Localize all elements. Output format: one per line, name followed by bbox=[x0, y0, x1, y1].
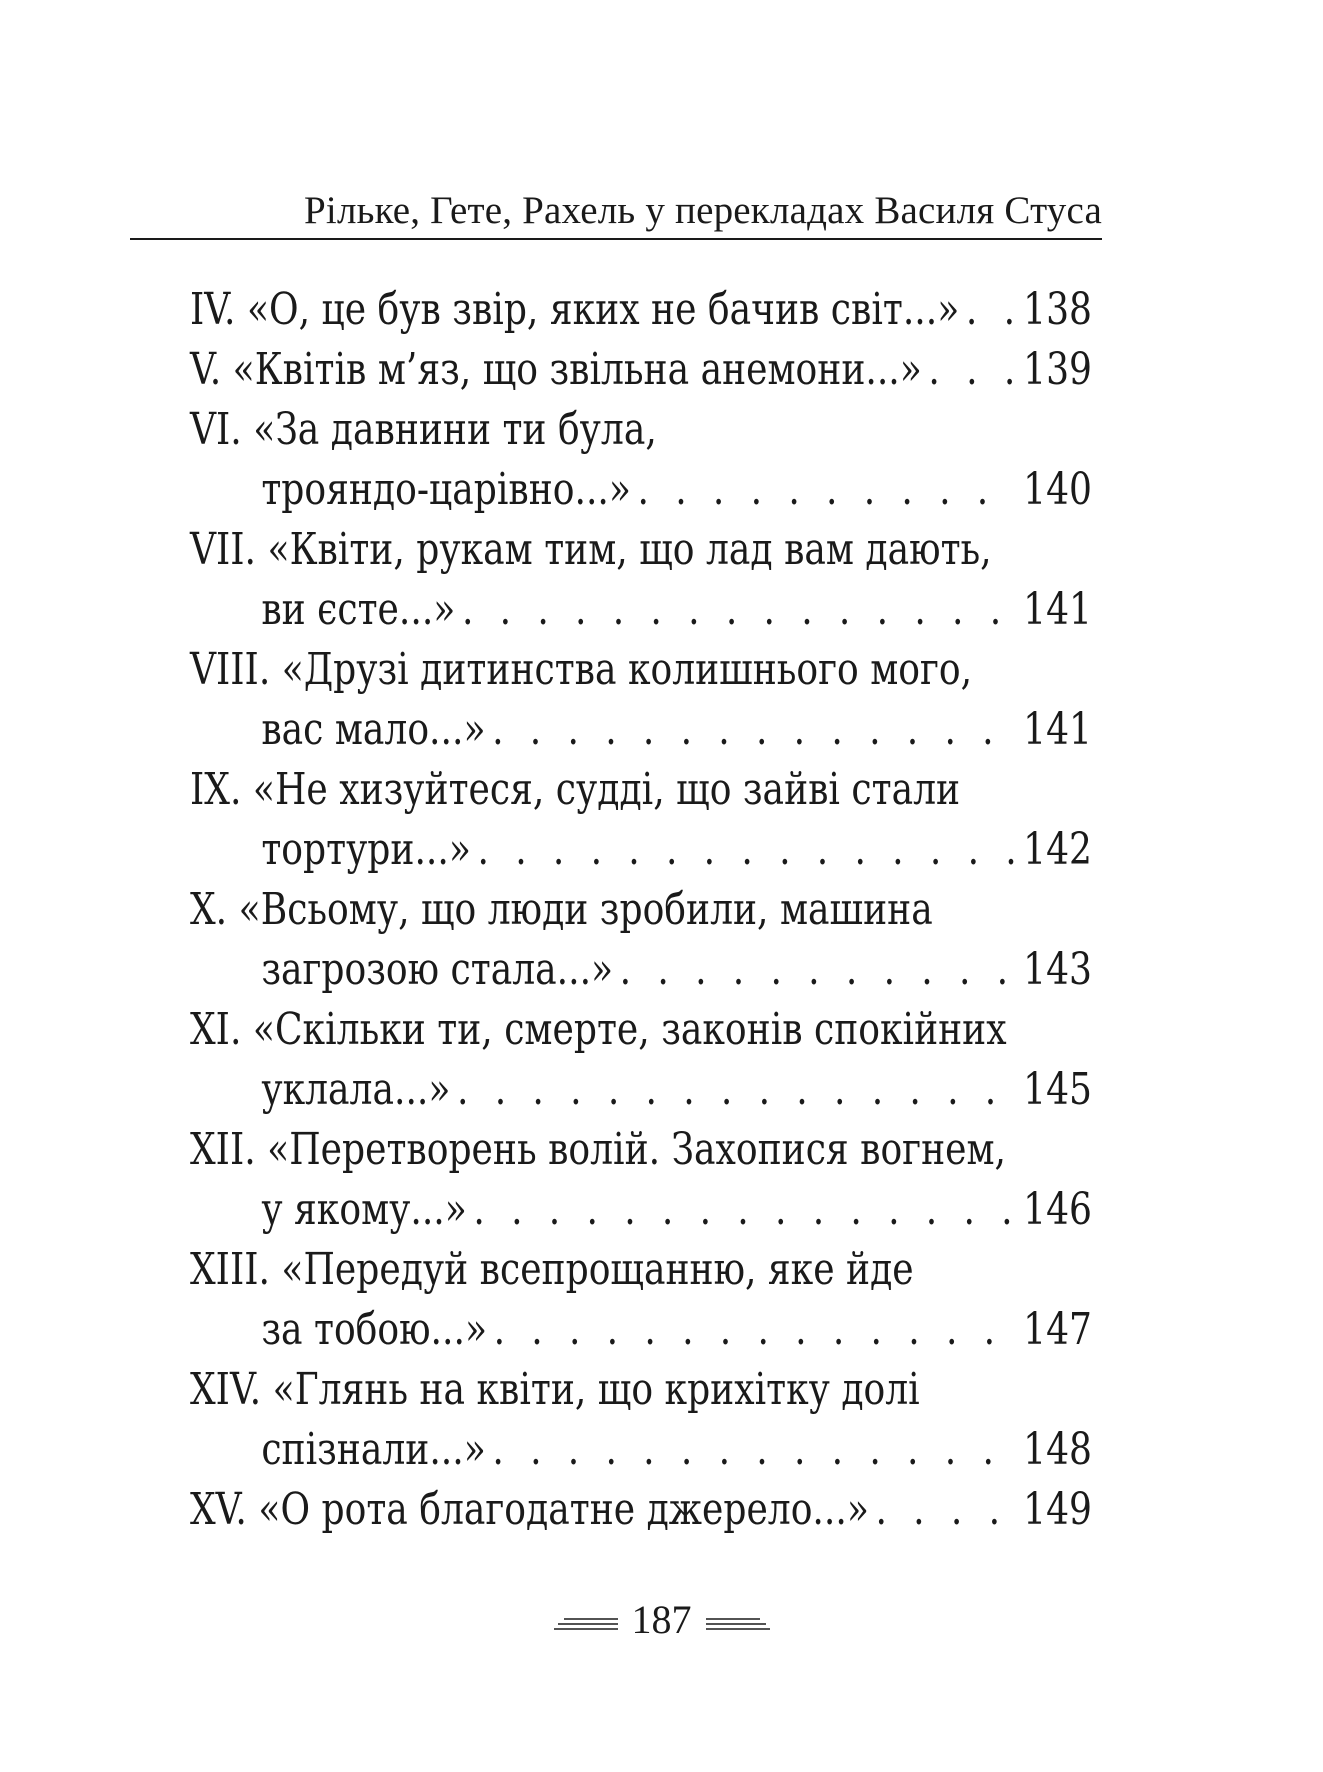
toc-page-number: 145 bbox=[1023, 1064, 1092, 1115]
toc-entry-title: XII. «Перетворень волій. Захопися вогнем, bbox=[190, 1124, 1007, 1175]
toc-entry bbox=[190, 1120, 1092, 1240]
toc-line bbox=[190, 1420, 1092, 1480]
toc-line bbox=[190, 760, 1092, 820]
toc-entry bbox=[190, 1360, 1092, 1480]
toc-entry-title: VIII. «Друзі дитинства колишнього мого, bbox=[190, 644, 973, 695]
toc-page-number: 142 bbox=[1023, 824, 1092, 875]
toc-line bbox=[190, 640, 1092, 700]
toc-page-number: 139 bbox=[1023, 344, 1092, 395]
ornament-right-icon bbox=[706, 1617, 770, 1631]
dot-leader bbox=[638, 460, 1015, 520]
ornament-left-icon bbox=[554, 1617, 618, 1631]
toc-page-number: 146 bbox=[1023, 1184, 1092, 1235]
toc-page-number: 141 bbox=[1023, 704, 1092, 755]
toc-line bbox=[190, 880, 1092, 940]
toc-entry-title: спізнали...» bbox=[261, 1424, 486, 1475]
toc-line bbox=[190, 940, 1092, 1000]
toc-entry-title: тортури...» bbox=[261, 824, 471, 875]
toc-entry-title: XI. «Скільки ти, смерте, законів спокійних bbox=[190, 1004, 1007, 1055]
toc-line bbox=[190, 1480, 1092, 1540]
toc-entry bbox=[190, 1000, 1092, 1120]
dot-leader bbox=[492, 1420, 1015, 1480]
toc-line bbox=[190, 820, 1092, 880]
table-of-contents bbox=[190, 280, 1092, 1540]
toc-line bbox=[190, 520, 1092, 580]
toc-entry-title: X. «Всьому, що люди зробили, машина bbox=[190, 884, 933, 935]
toc-entry bbox=[190, 340, 1092, 400]
toc-entry-title: трояндо-царівно...» bbox=[261, 464, 631, 515]
toc-page-number: 143 bbox=[1023, 944, 1092, 995]
toc-entry bbox=[190, 760, 1092, 880]
dot-leader bbox=[966, 280, 1015, 340]
dot-leader bbox=[492, 700, 1015, 760]
toc-entry-title: XV. «О рота благодатне джерело...» bbox=[190, 1484, 869, 1535]
toc-entry-title: XIV. «Глянь на квіти, що крихітку долі bbox=[190, 1364, 920, 1415]
toc-line bbox=[190, 460, 1092, 520]
toc-line bbox=[190, 1120, 1092, 1180]
toc-entry-title: IX. «Не хизуйтеся, судді, що зайві стали bbox=[190, 764, 961, 815]
page-footer bbox=[0, 1597, 1323, 1643]
toc-page-number: 149 bbox=[1023, 1484, 1092, 1535]
dot-leader bbox=[473, 1180, 1015, 1240]
toc-line bbox=[190, 580, 1092, 640]
page-number: 187 bbox=[631, 1597, 692, 1642]
toc-page-number: 141 bbox=[1023, 584, 1092, 635]
toc-entry-title: V. «Квітів м’яз, що звільна анемони...» bbox=[190, 344, 922, 395]
dot-leader bbox=[875, 1480, 1014, 1540]
dot-leader bbox=[462, 580, 1015, 640]
toc-line bbox=[190, 1300, 1092, 1360]
dot-leader bbox=[477, 820, 1014, 880]
toc-page-number: 140 bbox=[1023, 464, 1092, 515]
toc-page-number: 138 bbox=[1023, 284, 1092, 335]
toc-entry bbox=[190, 640, 1092, 760]
toc-page-number: 148 bbox=[1023, 1424, 1092, 1475]
toc-entry bbox=[190, 280, 1092, 340]
toc-line bbox=[190, 280, 1092, 340]
toc-line bbox=[190, 400, 1092, 460]
dot-leader bbox=[494, 1300, 1015, 1360]
toc-entry bbox=[190, 520, 1092, 640]
toc-entry-title: XIII. «Передуй всепрощанню, яке йде bbox=[190, 1244, 914, 1295]
toc-entry bbox=[190, 1480, 1092, 1540]
toc-entry bbox=[190, 1240, 1092, 1360]
toc-line bbox=[190, 1000, 1092, 1060]
toc-entry-title: вас мало...» bbox=[261, 704, 486, 755]
dot-leader bbox=[620, 940, 1015, 1000]
toc-entry-title: VI. «За давнини ти була, bbox=[190, 404, 657, 455]
toc-line bbox=[190, 1180, 1092, 1240]
dot-leader bbox=[928, 340, 1015, 400]
toc-page-number: 147 bbox=[1023, 1304, 1092, 1355]
toc-entry-title: уклала...» bbox=[261, 1064, 451, 1115]
toc-entry-title: ви єсте...» bbox=[261, 584, 456, 635]
toc-entry-title: IV. «О, це був звір, яких не бачив світ...» bbox=[190, 284, 960, 335]
toc-entry-title: VII. «Квіти, рукам тим, що лад вам дають, bbox=[190, 524, 992, 575]
toc-line bbox=[190, 1240, 1092, 1300]
toc-line bbox=[190, 1360, 1092, 1420]
header-rule bbox=[130, 238, 1102, 240]
running-head: Рільке, Гете, Рахель у перекладах Василя Стуса bbox=[304, 189, 1102, 232]
dot-leader bbox=[457, 1060, 1015, 1120]
toc-entry bbox=[190, 400, 1092, 520]
toc-entry bbox=[190, 880, 1092, 1000]
toc-entry-title: загрозою стала...» bbox=[261, 944, 614, 995]
toc-entry-title: у якому...» bbox=[261, 1184, 467, 1235]
toc-line bbox=[190, 1060, 1092, 1120]
toc-entry-title: за тобою...» bbox=[261, 1304, 488, 1355]
toc-line bbox=[190, 340, 1092, 400]
toc-line bbox=[190, 700, 1092, 760]
